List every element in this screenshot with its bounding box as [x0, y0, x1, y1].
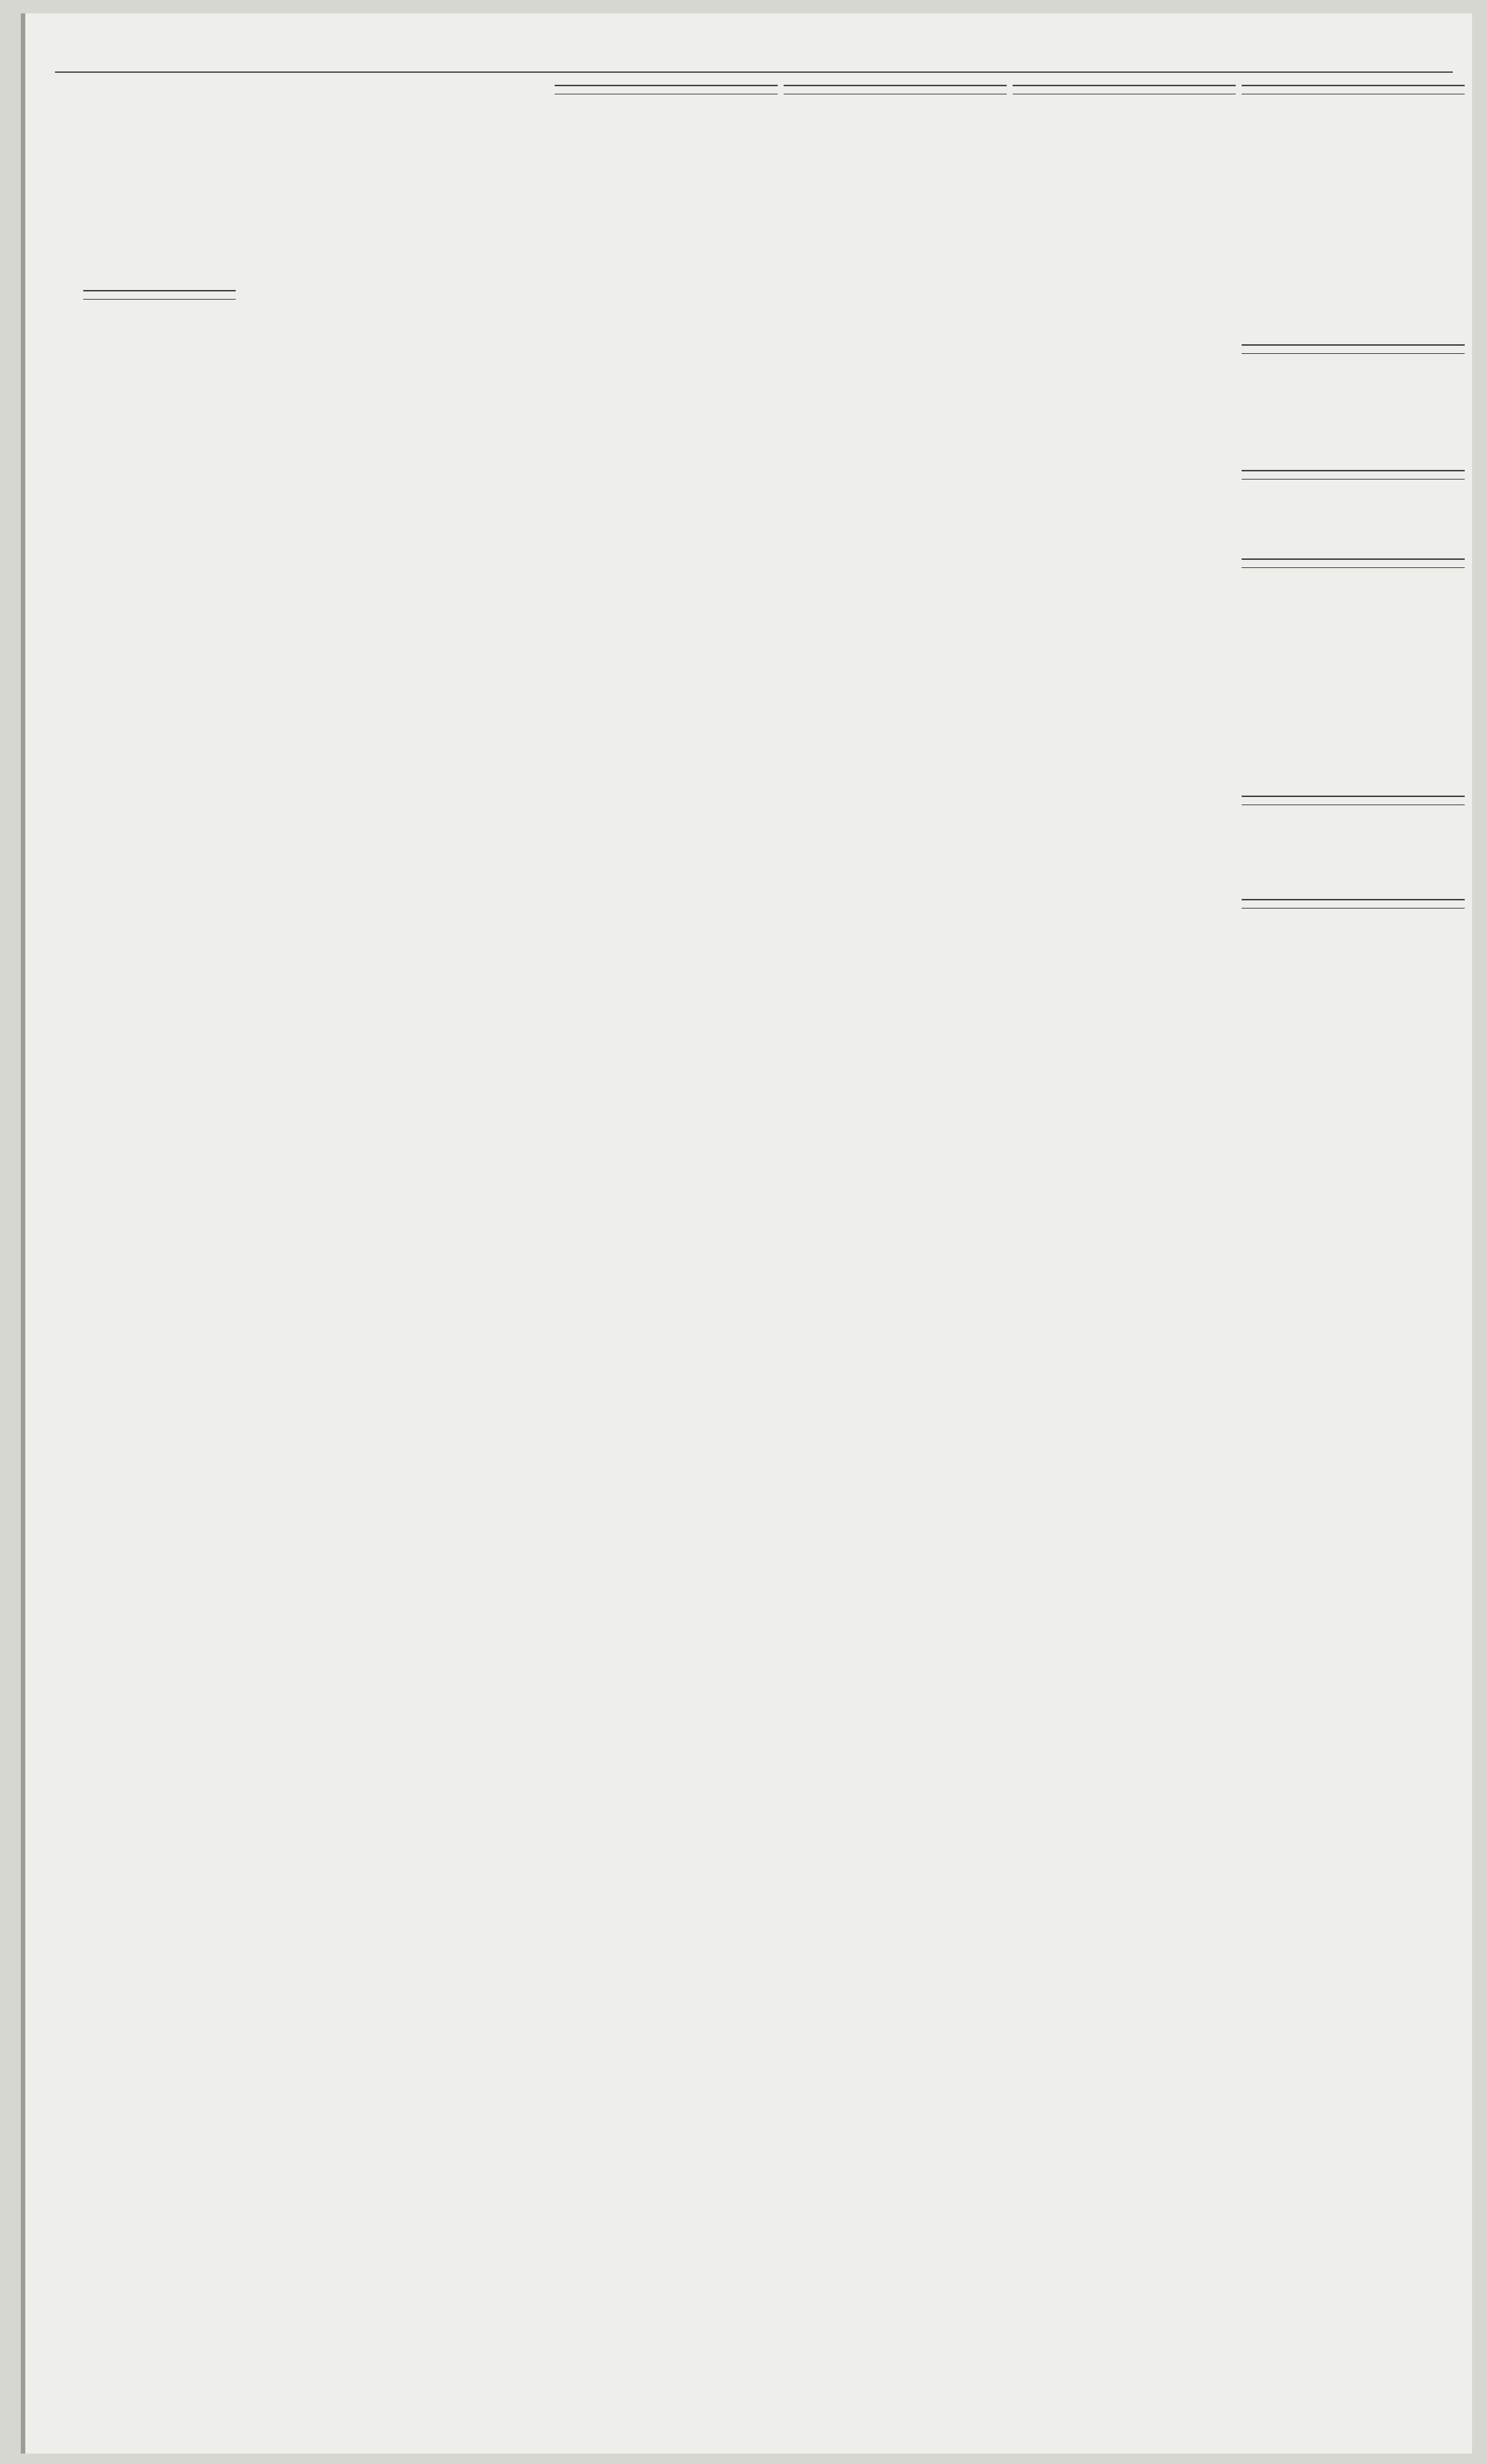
ad-text	[1242, 573, 1465, 796]
buick-heading	[1242, 558, 1465, 568]
ad-text	[1242, 810, 1465, 899]
public-notices-column-1b	[241, 290, 341, 595]
public-notices-column-2	[345, 85, 549, 598]
chevrolet-heading	[1242, 899, 1465, 909]
ad-text	[1242, 358, 1465, 470]
col-heading	[1242, 85, 1465, 94]
col-heading	[1013, 85, 1236, 94]
page-folio	[55, 43, 1453, 73]
ad-text	[1242, 913, 1465, 1433]
ad-text	[1242, 99, 1465, 344]
newspaper-page	[21, 13, 1472, 2454]
autos-heading	[1242, 344, 1465, 354]
ad-text	[1242, 484, 1465, 558]
col-heading	[555, 85, 778, 94]
public-notices-col-a	[555, 85, 778, 2442]
notices-heading	[83, 290, 236, 300]
col-heading	[784, 85, 1007, 94]
amc-heading	[1242, 470, 1465, 480]
public-notices-col-b	[784, 85, 1007, 2442]
public-notices-col-c	[1013, 85, 1236, 2442]
special-notices-column	[1242, 85, 1465, 2442]
cadillac-heading	[1242, 796, 1465, 805]
public-notices-column-1	[83, 290, 236, 602]
